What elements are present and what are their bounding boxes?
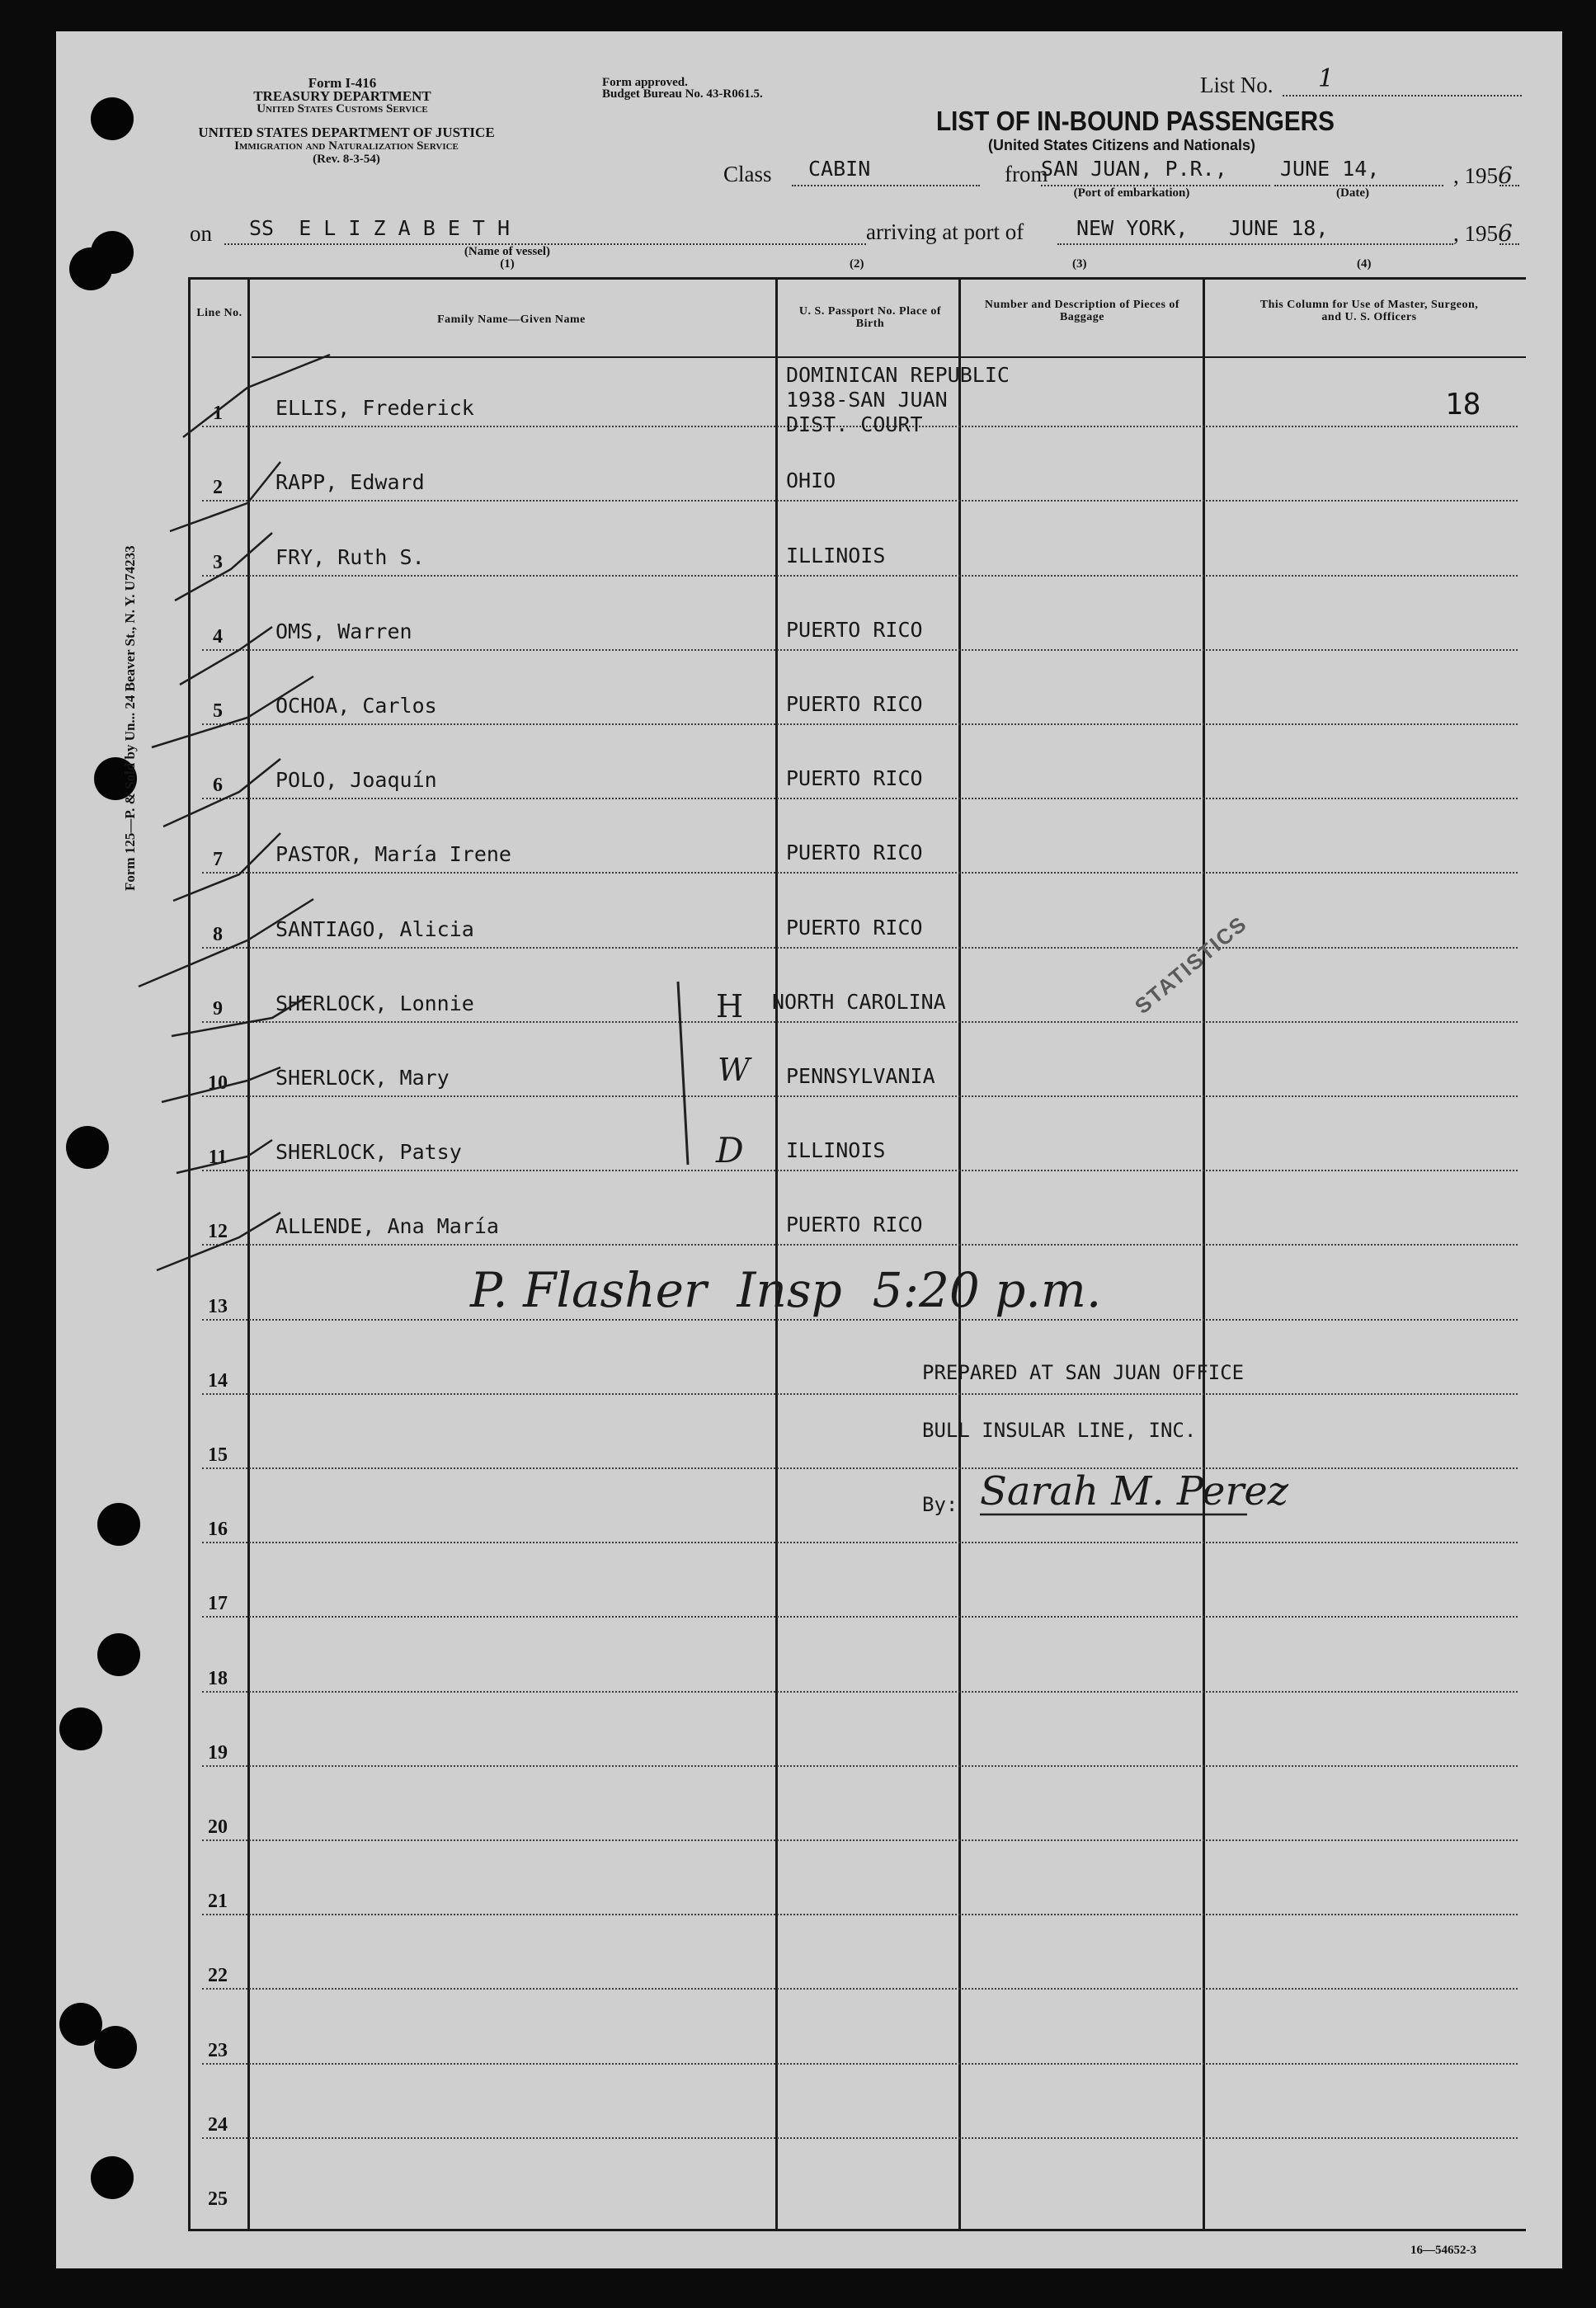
- place-of-birth: ILLINOIS: [786, 543, 886, 568]
- caption-3: (3): [1072, 257, 1087, 271]
- revision: (Rev. 8-3-54): [313, 153, 380, 166]
- row-line: [202, 575, 1518, 577]
- line-number: 25: [208, 2188, 228, 2210]
- baggage-col-divider: [1203, 277, 1205, 2231]
- line-number: 4: [213, 625, 223, 648]
- form-number: Form I-416: [308, 75, 377, 91]
- col-officers: This Column for Use of Master, Surgeon, and U. S. Officers: [1259, 299, 1479, 323]
- year2-prefix-text: 195: [1464, 221, 1498, 246]
- by-label: By:: [922, 1493, 958, 1516]
- row-line: [202, 798, 1518, 799]
- line-number: 20: [208, 1816, 228, 1838]
- row-line: [202, 1542, 1518, 1543]
- officer-count: 18: [1445, 388, 1481, 422]
- line-number: 13: [208, 1295, 228, 1317]
- year2-prefix: , 1956: [1453, 219, 1513, 247]
- row-line: [202, 1765, 1518, 1767]
- row-line: [202, 2137, 1518, 2139]
- company-name: BULL INSULAR LINE, INC.: [922, 1419, 1197, 1442]
- page-subtitle: (United States Citizens and Nationals): [988, 137, 1256, 153]
- place-of-birth: PUERTO RICO: [786, 766, 923, 791]
- customs-service: United States Customs Service: [257, 102, 428, 115]
- line-number: 22: [208, 1965, 228, 1987]
- signature: Sarah M. Perez: [980, 1468, 1289, 1514]
- place-of-birth: NORTH CAROLINA: [772, 989, 946, 1014]
- row-line: [202, 500, 1518, 502]
- place-of-birth: PENNSYLVANIA: [786, 1064, 935, 1088]
- row-line: [202, 1467, 1518, 1469]
- passenger-name: FRY, Ruth S.: [275, 544, 425, 569]
- class-line: [792, 185, 980, 186]
- row-line: [202, 872, 1518, 874]
- caption-1: (1): [500, 257, 515, 271]
- row-line: [202, 649, 1518, 651]
- line-number: 6: [213, 775, 223, 797]
- binder-hole: [97, 1503, 140, 1546]
- row-line: [202, 1244, 1518, 1246]
- line-number: 18: [208, 1667, 228, 1689]
- place-of-birth: DOMINICAN REPUBLIC 1938-SAN JUAN DIST. COURT: [786, 363, 1010, 437]
- prepared-at: PREPARED AT SAN JUAN OFFICE: [922, 1361, 1245, 1384]
- vessel-name: SS E L I Z A B E T H: [249, 216, 511, 240]
- line-number: 14: [208, 1369, 228, 1392]
- binder-hole: [66, 1126, 109, 1169]
- passenger-name: SHERLOCK, Patsy: [275, 1140, 462, 1165]
- form-approved: Form approved.: [602, 76, 688, 89]
- year1-prefix: , 1956: [1453, 162, 1513, 189]
- arriving-label: arriving at port of: [866, 219, 1024, 244]
- row-line: [202, 1393, 1518, 1395]
- line-number: 8: [213, 923, 223, 945]
- line-number: 16: [208, 1519, 228, 1541]
- row-line: [202, 1988, 1518, 1990]
- line-number: 19: [208, 1741, 228, 1764]
- row-line: [202, 1914, 1518, 1915]
- year2-suffix: 6: [1498, 219, 1513, 247]
- line-number: 3: [213, 551, 223, 573]
- caption-2: (2): [850, 257, 864, 271]
- line-col-divider: [247, 277, 250, 2231]
- budget-bureau: Budget Bureau No. 43-R061.5.: [602, 87, 763, 101]
- table-top-border: [188, 277, 1526, 280]
- line-number: 24: [208, 2113, 228, 2136]
- row-line: [202, 1616, 1518, 1618]
- year2-line: [1499, 243, 1519, 245]
- passenger-name: SANTIAGO, Alicia: [275, 916, 474, 941]
- row-line: [202, 2063, 1518, 2065]
- binder-hole: [91, 97, 134, 140]
- col-passport: U. S. Passport No. Place of Birth: [798, 305, 942, 330]
- page-title: LIST OF IN-BOUND PASSENGERS: [936, 106, 1335, 136]
- name-col-divider: [775, 277, 778, 2231]
- from-value: SAN JUAN, P.R.,: [1041, 157, 1227, 181]
- passenger-name: OCHOA, Carlos: [275, 694, 437, 718]
- line-number: 21: [208, 1891, 228, 1913]
- place-of-birth: ILLINOIS: [786, 1138, 886, 1163]
- row-line: [202, 723, 1518, 725]
- row-line: [202, 1021, 1518, 1023]
- place-of-birth: PUERTO RICO: [786, 692, 923, 716]
- arrival-port: NEW YORK,: [1076, 216, 1189, 240]
- list-no-value: 1: [1318, 64, 1335, 93]
- table-bottom-border: [188, 2229, 1526, 2231]
- line-number: 17: [208, 1593, 228, 1615]
- passenger-name: SHERLOCK, Mary: [275, 1066, 450, 1090]
- place-of-birth: PUERTO RICO: [786, 841, 923, 865]
- vessel-caption: (Name of vessel): [464, 245, 551, 258]
- list-no-label: List No.: [1200, 73, 1274, 97]
- passenger-name: ALLENDE, Ana María: [275, 1214, 499, 1239]
- passport-col-divider: [958, 277, 961, 2231]
- hand-w: W: [718, 1052, 751, 1088]
- row-line: [202, 947, 1518, 949]
- passenger-name: PASTOR, María Irene: [275, 842, 511, 867]
- year1-suffix: 6: [1498, 162, 1513, 189]
- arrival-line: [1057, 243, 1453, 245]
- ins-service: Immigration and Naturalization Service: [234, 139, 459, 153]
- passenger-name: SHERLOCK, Lonnie: [275, 991, 474, 1015]
- place-of-birth: PUERTO RICO: [786, 1213, 923, 1237]
- hand-d: D: [716, 1130, 744, 1170]
- line-number: 2: [213, 477, 223, 499]
- row-line: [202, 1095, 1518, 1097]
- arrival-date: JUNE 18,: [1229, 216, 1329, 240]
- row-line: [202, 1839, 1518, 1841]
- col-name: Family Name—Given Name: [437, 313, 586, 326]
- row-line: [202, 1691, 1518, 1693]
- line-number: 23: [208, 2039, 228, 2061]
- passenger-name: OMS, Warren: [275, 619, 412, 643]
- line-number: 9: [213, 997, 223, 1020]
- binder-hole: [91, 2156, 134, 2199]
- row-line: [202, 1170, 1518, 1171]
- list-no-line: [1283, 95, 1522, 97]
- binder-hole: [94, 2026, 137, 2069]
- class-label: Class: [723, 162, 772, 186]
- year1-line: [1499, 185, 1519, 186]
- passenger-name: POLO, Joaquín: [275, 768, 437, 793]
- header-divider: [252, 356, 1526, 358]
- from-label: from: [1005, 162, 1048, 186]
- hand-h: H: [716, 988, 744, 1024]
- inspector-note: P. Flasher Insp 5:20 p.m.: [470, 1262, 1102, 1318]
- passenger-name: ELLIS, Frederick: [275, 396, 474, 421]
- year1-prefix-text: 195: [1464, 163, 1498, 188]
- line-number: 5: [213, 700, 223, 722]
- treasury-dept: TREASURY DEPARTMENT: [253, 88, 431, 104]
- line-number: 7: [213, 849, 223, 871]
- binder-hole: [97, 1633, 140, 1676]
- footer-code: 16—54652-3: [1410, 2244, 1476, 2257]
- line-number: 1: [213, 403, 223, 425]
- row-line: [202, 1319, 1518, 1321]
- place-of-birth: OHIO: [786, 469, 836, 493]
- date-caption: (Date): [1336, 186, 1369, 200]
- line-number: 11: [208, 1147, 228, 1169]
- line-number: 15: [208, 1444, 228, 1466]
- line-number: 10: [208, 1072, 228, 1094]
- binder-hole: [59, 1707, 102, 1750]
- line-number: 12: [208, 1221, 228, 1243]
- statistics-stamp: STATISTICS: [1130, 911, 1252, 1019]
- printer-imprint: Form 125—P. & Sold by Un... 24 Beaver St., N. Y. U74233: [122, 545, 138, 891]
- col-line-no: Line No.: [196, 307, 242, 319]
- binder-hole: [69, 247, 112, 290]
- date-value: JUNE 14,: [1280, 157, 1380, 181]
- col-baggage: Number and Description of Pieces of Baggage: [984, 299, 1180, 323]
- on-label: on: [190, 221, 212, 246]
- class-value: CABIN: [808, 157, 871, 181]
- table-left-border: [188, 277, 191, 2231]
- place-of-birth: PUERTO RICO: [786, 915, 923, 940]
- caption-4: (4): [1357, 257, 1372, 271]
- justice-dept: UNITED STATES DEPARTMENT OF JUSTICE: [198, 125, 495, 140]
- place-of-birth: PUERTO RICO: [786, 617, 923, 642]
- passenger-name: RAPP, Edward: [275, 470, 425, 495]
- port-caption: (Port of embarkation): [1073, 186, 1190, 200]
